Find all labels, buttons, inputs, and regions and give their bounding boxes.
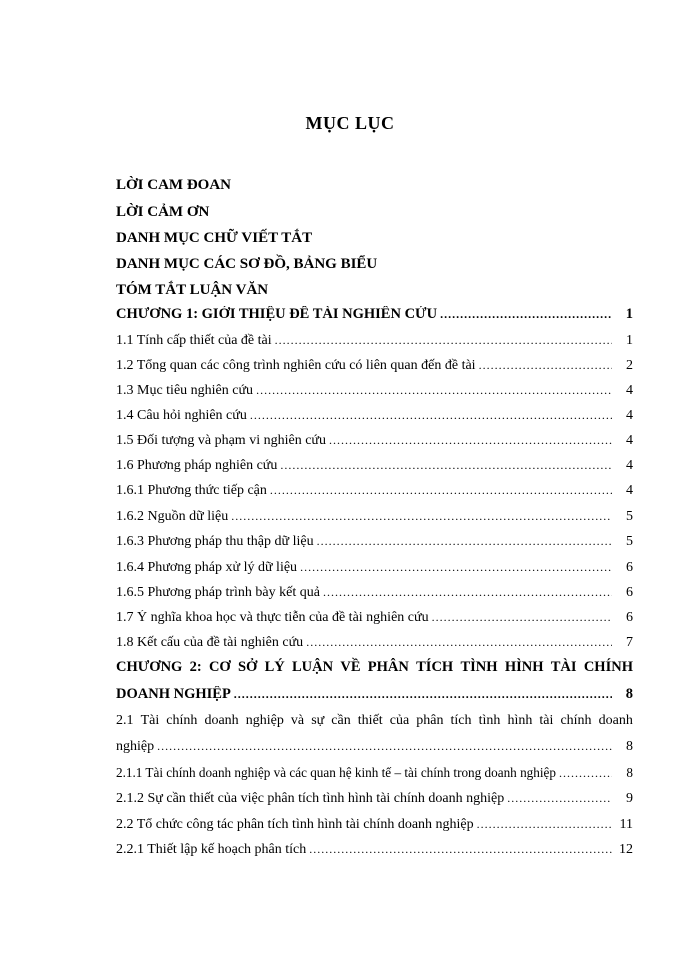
toc-entry: 1.2 Tổng quan các công trình nghiên cứu có liên quan đến đề tài ..... 2	[116, 358, 633, 374]
toc-chapter-2-line1: CHƯƠNG 2: CƠ SỞ LÝ LUẬN VỀ PHÂN TÍCH TÌNH HÌNH TÀI CHÍNH	[116, 659, 633, 675]
toc-entry: 1.6 Phương pháp nghiên cứu ..... 4	[116, 458, 633, 474]
toc-entry: 2.2 Tổ chức công tác phân tích tình hình tài chính doanh nghiệp ..... 11	[116, 817, 633, 833]
front-matter-item: DANH MỤC CÁC SƠ ĐỒ, BẢNG BIỂU	[116, 256, 378, 272]
toc-entry: 2.2.1 Thiết lập kế hoạch phân tích ..... 12	[116, 842, 633, 858]
toc-entry-2-1-line1: 2.1 Tài chính doanh nghiệp và sự cần thiết của phân tích tình hình tài chính doanh	[116, 713, 633, 728]
toc-entry: 1.5 Đối tượng và phạm vi nghiên cứu ..... 4	[116, 433, 633, 449]
front-matter-item: LỜI CẢM ƠN	[116, 204, 210, 220]
toc-chapter-2-line2: DOANH NGHIỆP ..... 8	[116, 686, 633, 703]
toc-chapter-1	[116, 306, 633, 323]
toc-entry: 1.6.5 Phương pháp trình bày kết quả ..... 6	[116, 585, 633, 601]
toc-entry: 1.6.3 Phương pháp thu thập dữ liệu ..... 5	[116, 534, 633, 550]
front-matter-item: LỜI CAM ĐOAN	[116, 177, 231, 193]
toc-entry: 1.1 Tính cấp thiết của đề tài ..... 1	[116, 333, 633, 349]
toc-entry: 1.6.2 Nguồn dữ liệu ..... 5	[116, 509, 633, 525]
dot-leader	[234, 687, 612, 702]
front-matter-item: DANH MỤC CHỮ VIẾT TẮT	[116, 230, 313, 246]
front-matter-item: TÓM TẮT LUẬN VĂN	[116, 282, 269, 298]
toc-entry: 2.1.1 Tài chính doanh nghiệp và các quan hệ kinh tế – tài chính trong doanh nghiệp ..... 8	[116, 765, 633, 781]
toc-entry: 2.1.2 Sự cần thiết của việc phân tích tình hình tài chính doanh nghiệp ..... 9	[116, 791, 633, 807]
toc-title: MỤC LỤC	[305, 113, 395, 133]
dot-leader	[440, 307, 612, 322]
toc-entry: 1.3 Mục tiêu nghiên cứu ..... 4	[116, 383, 633, 399]
toc-entry: 1.6.1 Phương thức tiếp cận ..... 4	[116, 483, 633, 499]
toc-entry-text: CHƯƠNG 1: GIỚI THIỆU ĐỀ TÀI NGHIÊN CỨU	[116, 306, 438, 322]
toc-entry-page: 1	[625, 306, 633, 322]
toc-entry: 1.4 Câu hỏi nghiên cứu ..... 4	[116, 408, 633, 424]
toc-entry: 1.8 Kết cấu của đề tài nghiên cứu ..... 7	[116, 635, 633, 651]
toc-entry-2-1-line2: nghiệp ..... 8	[116, 739, 633, 755]
toc-entry: 1.6.4 Phương pháp xử lý dữ liệu ..... 6	[116, 560, 633, 576]
toc-entry: 1.7 Ý nghĩa khoa học và thực tiễn của đề tài nghiên cứu ..... 6	[116, 610, 633, 626]
